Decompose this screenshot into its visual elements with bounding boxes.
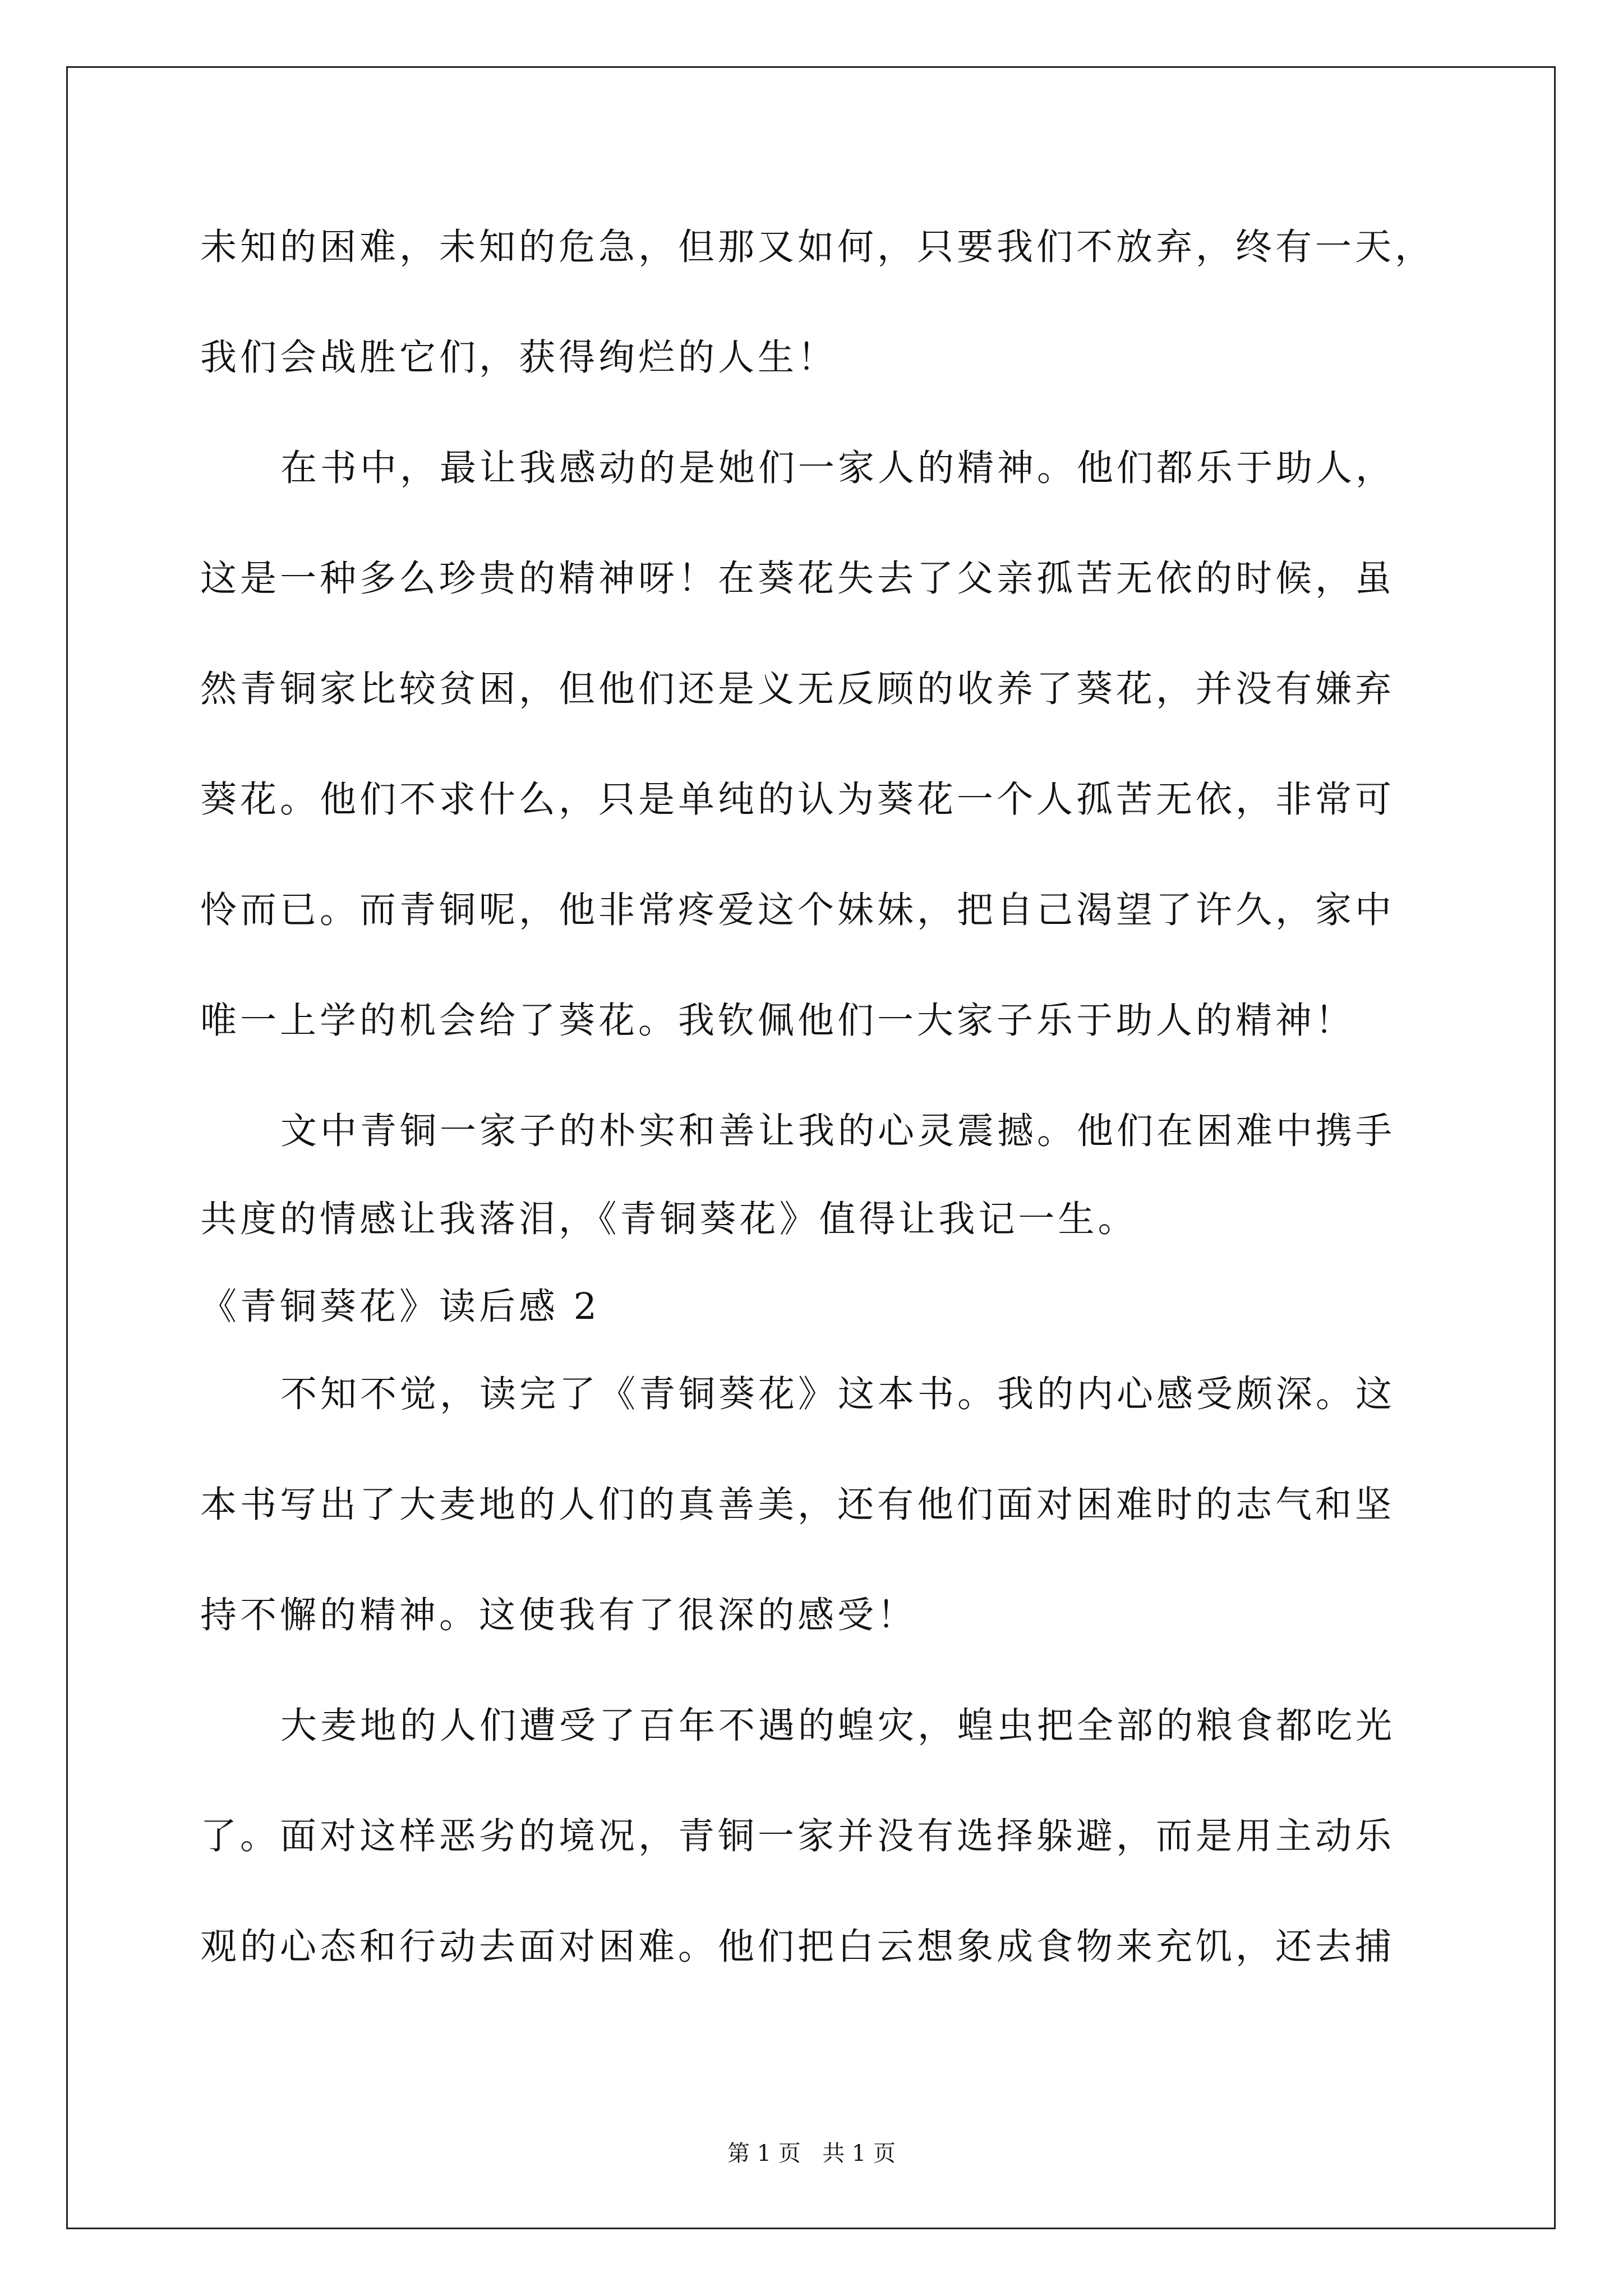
paragraph-line: 这是一种多么珍贵的精神呀！在葵花失去了父亲孤苦无依的时候，虽 xyxy=(200,558,1395,600)
paragraph-line: 不知不觉，读完了《青铜葵花》这本书。我的内心感受颇深。这 xyxy=(280,1373,1396,1415)
page-footer: 第 1 页 共 1 页 xyxy=(727,2141,896,2166)
paragraph-line: 我们会战胜它们，获得绚烂的人生！ xyxy=(200,337,838,379)
section-title: 《青铜葵花》读后感 2 xyxy=(200,1286,601,1328)
paragraph-line: 怜而已。而青铜呢，他非常疼爱这个妹妹，把自己渴望了许久，家中 xyxy=(200,889,1395,931)
paragraph-line: 文中青铜一家子的朴实和善让我的心灵震撼。他们在困难中携手 xyxy=(280,1110,1396,1152)
paragraph-line: 共度的情感让我落泪，《青铜葵花》值得让我记一生。 xyxy=(200,1198,1138,1240)
paragraph-line: 本书写出了大麦地的人们的真善美，还有他们面对困难时的志气和坚 xyxy=(200,1484,1395,1526)
paragraph-line: 然青铜家比较贫困，但他们还是义无反顾的收养了葵花，并没有嫌弃 xyxy=(200,668,1395,710)
paragraph-line: 葵花。他们不求什么，只是单纯的认为葵花一个人孤苦无依，非常可 xyxy=(200,779,1395,821)
paragraph-line: 未知的困难，未知的危急，但那又如何，只要我们不放弃，终有一天， xyxy=(200,226,1435,268)
paragraph-line: 在书中，最让我感动的是她们一家人的精神。他们都乐于助人， xyxy=(280,447,1396,489)
paragraph-line: 持不懈的精神。这使我有了很深的感受！ xyxy=(200,1594,917,1636)
paragraph-line: 大麦地的人们遭受了百年不遇的蝗灾，蝗虫把全部的粮食都吃光 xyxy=(280,1705,1396,1747)
paragraph-line: 了。面对这样恶劣的境况，青铜一家并没有选择躲避，而是用主动乐 xyxy=(200,1815,1395,1857)
paragraph-line: 唯一上学的机会给了葵花。我钦佩他们一大家子乐于助人的精神！ xyxy=(200,1000,1355,1042)
paragraph-line: 观的心态和行动去面对困难。他们把白云想象成食物来充饥，还去捕 xyxy=(200,1926,1395,1968)
